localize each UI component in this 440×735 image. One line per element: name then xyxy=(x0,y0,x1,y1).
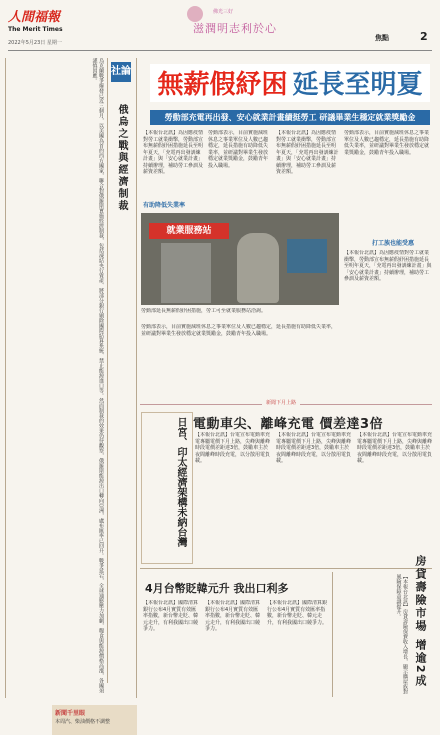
photo-caption: 勞動部延長無薪假紓困措施，勞工可至就業服務站洽詢。 xyxy=(141,308,267,314)
photo-booth xyxy=(161,243,211,303)
masthead xyxy=(8,6,76,36)
news-box-label: 新聞千里眼 xyxy=(55,710,86,717)
housing-headline: 房貸壽險市場 增逾2成 xyxy=(414,555,427,688)
news-box xyxy=(52,705,137,735)
editorial-label: 社論 xyxy=(111,62,131,82)
lead-body: 【本報台北訊】為因應疫情對勞工就業衝擊，勞動部宣布無薪假紓困措施延長至明年夏天，「充電再出發訓練計畫」與「安心就業計畫」持續辦理，補助勞工參訓及薪資差額。 xyxy=(143,130,203,175)
photo-person xyxy=(237,233,279,303)
ev-body-3: 【本報台北訊】台電宣布電動車充電專屬電價下月上路，尖峰與離峰時段電價差距達3倍，鼓勵車主於夜間離峰時段充電，以分散用電負載。 xyxy=(357,432,432,464)
column-rule xyxy=(107,58,108,683)
column-rule xyxy=(136,58,137,698)
lead-subtitle-2: 打工族也能受惠 xyxy=(372,240,415,247)
ev-body-2: 【本報台北訊】台電宣布電動車充電專屬電價下月上路，尖峰與離峰時段電價差距達3倍，鼓勵車主於夜間離峰時段充電，以分散用電負載。 xyxy=(276,432,352,464)
column-title: 日宮、印太經濟架構未納台灣 xyxy=(175,417,186,547)
fx-body: 【本報台北訊】國際清算銀行公布4月實質有效匯率指數，新台幣走貶、韓元走升，有利我國出口競爭力。 xyxy=(143,600,199,632)
fx-body-3: 【本報台北訊】國際清算銀行公布4月實質有效匯率指數，新台幣走貶、韓元走升，有利我國出口競爭力。 xyxy=(267,600,327,626)
lead-subtitle-1: 有助降低失業率 xyxy=(143,202,186,209)
column-box xyxy=(141,412,193,564)
section-name: 焦點 xyxy=(375,34,389,42)
slogan-banner xyxy=(165,4,315,38)
headline-part-b: 延長至明夏 xyxy=(292,70,423,100)
main-headline xyxy=(150,64,430,102)
editorial-title: 俄烏之戰與經濟制裁 xyxy=(116,104,127,212)
ev-body: 【本報台北訊】台電宣布電動車充電專屬電價下月上路，尖峰與離峰時段電價差距達3倍，鼓勵車主於夜間離峰時段充電，以分散用電負載。 xyxy=(195,432,271,464)
photo-screen xyxy=(287,239,327,273)
headline-part-a: 無薪假紓困 xyxy=(157,70,288,100)
publication-date: 2022年5月23日 星期一 xyxy=(8,40,62,46)
lead-body-3: 【本報台北訊】為因應疫情對勞工就業衝擊，勞動部宣布無薪假紓困措施延長至明年夏天，「充電再出發訓練計畫」與「安心就業計畫」持續辦理，補助勞工參訓及薪資差額。 xyxy=(276,130,339,175)
column-rule xyxy=(5,58,6,698)
fx-body-2: 【本報台北訊】國際清算銀行公布4月實質有效匯率指數，新台幣走貶、韓元走升，有利我國出口競爭力。 xyxy=(205,600,261,632)
photo-sign: 就業服務站 xyxy=(149,223,229,239)
slogan-text: 滋潤明志利於心 xyxy=(193,22,277,35)
ev-headline: 電動車尖、離峰充電 價差達3倍 xyxy=(193,417,384,432)
news-photo xyxy=(141,213,339,305)
housing-body: 【本報台北訊】房貸壽險保費收入增長，顯示購屋族對風險保障意識提升。 xyxy=(395,574,408,694)
slogan-small: 佛光三好 xyxy=(213,9,234,15)
section-rule xyxy=(140,568,432,569)
lead-body-5: 【本報台北訊】為因應疫情對勞工就業衝擊，勞動部宣布無薪假紓困措施延長至明年夏天，「充電再出發訓練計畫」與「安心就業計畫」持續辦理，補助勞工參訓及薪資差額。 xyxy=(344,250,432,282)
subheadline: 勞動部充電再出發、安心就業計畫續挺勞工 研議畢業生穩定就業獎勵金 xyxy=(150,110,430,125)
column-rule xyxy=(332,572,333,697)
news-box-sub: 本周汽、柴油價格不調整 xyxy=(55,719,111,725)
page-number: 2 xyxy=(420,30,428,43)
fx-headline: 4月台幣貶韓元升 我出口利多 xyxy=(145,582,289,595)
header-rule xyxy=(8,50,432,51)
editorial-body: 烏克蘭戰爭爆發已近三個月，以美國為首的西方國家，聯合對俄羅斯實施經濟制裁，包括凍結央行資產、將部分銀行剔除國際結算系統、禁止能源進口等。然而制裁的效果仍待觀察，俄羅斯能源出口轉向亞洲，盧布匯率已回升。戰爭延宕，全球通膨壓力加劇，糧食與能源價格高漲，各國須謹慎因應。 xyxy=(91,58,104,693)
lead-body-2: 勞動部表示，目前實施減班休息之事業單位及人數已趨穩定，延長措施有助降低失業率，並研議對畢業生發放穩定就業獎勵金，鼓勵青年投入職場。 xyxy=(208,130,269,169)
newspaper-logo-en: The Merit Times xyxy=(8,26,63,33)
lead-body-4: 勞動部表示，目前實施減班休息之事業單位及人數已趨穩定，延長措施有助降低失業率，並研議對畢業生發放穩定就業獎勵金，鼓勵青年投入職場。 xyxy=(344,130,430,156)
lead-body-6: 勞動部表示，目前實施減班休息之事業單位及人數已趨穩定，延長措施有助降低失業率，並研議對畢業生發放穩定就業獎勵金，鼓勵青年投入職場。 xyxy=(141,324,337,337)
newspaper-logo: 人間福報 xyxy=(8,10,61,25)
separator-label: 新聞下月上路 xyxy=(262,399,300,406)
